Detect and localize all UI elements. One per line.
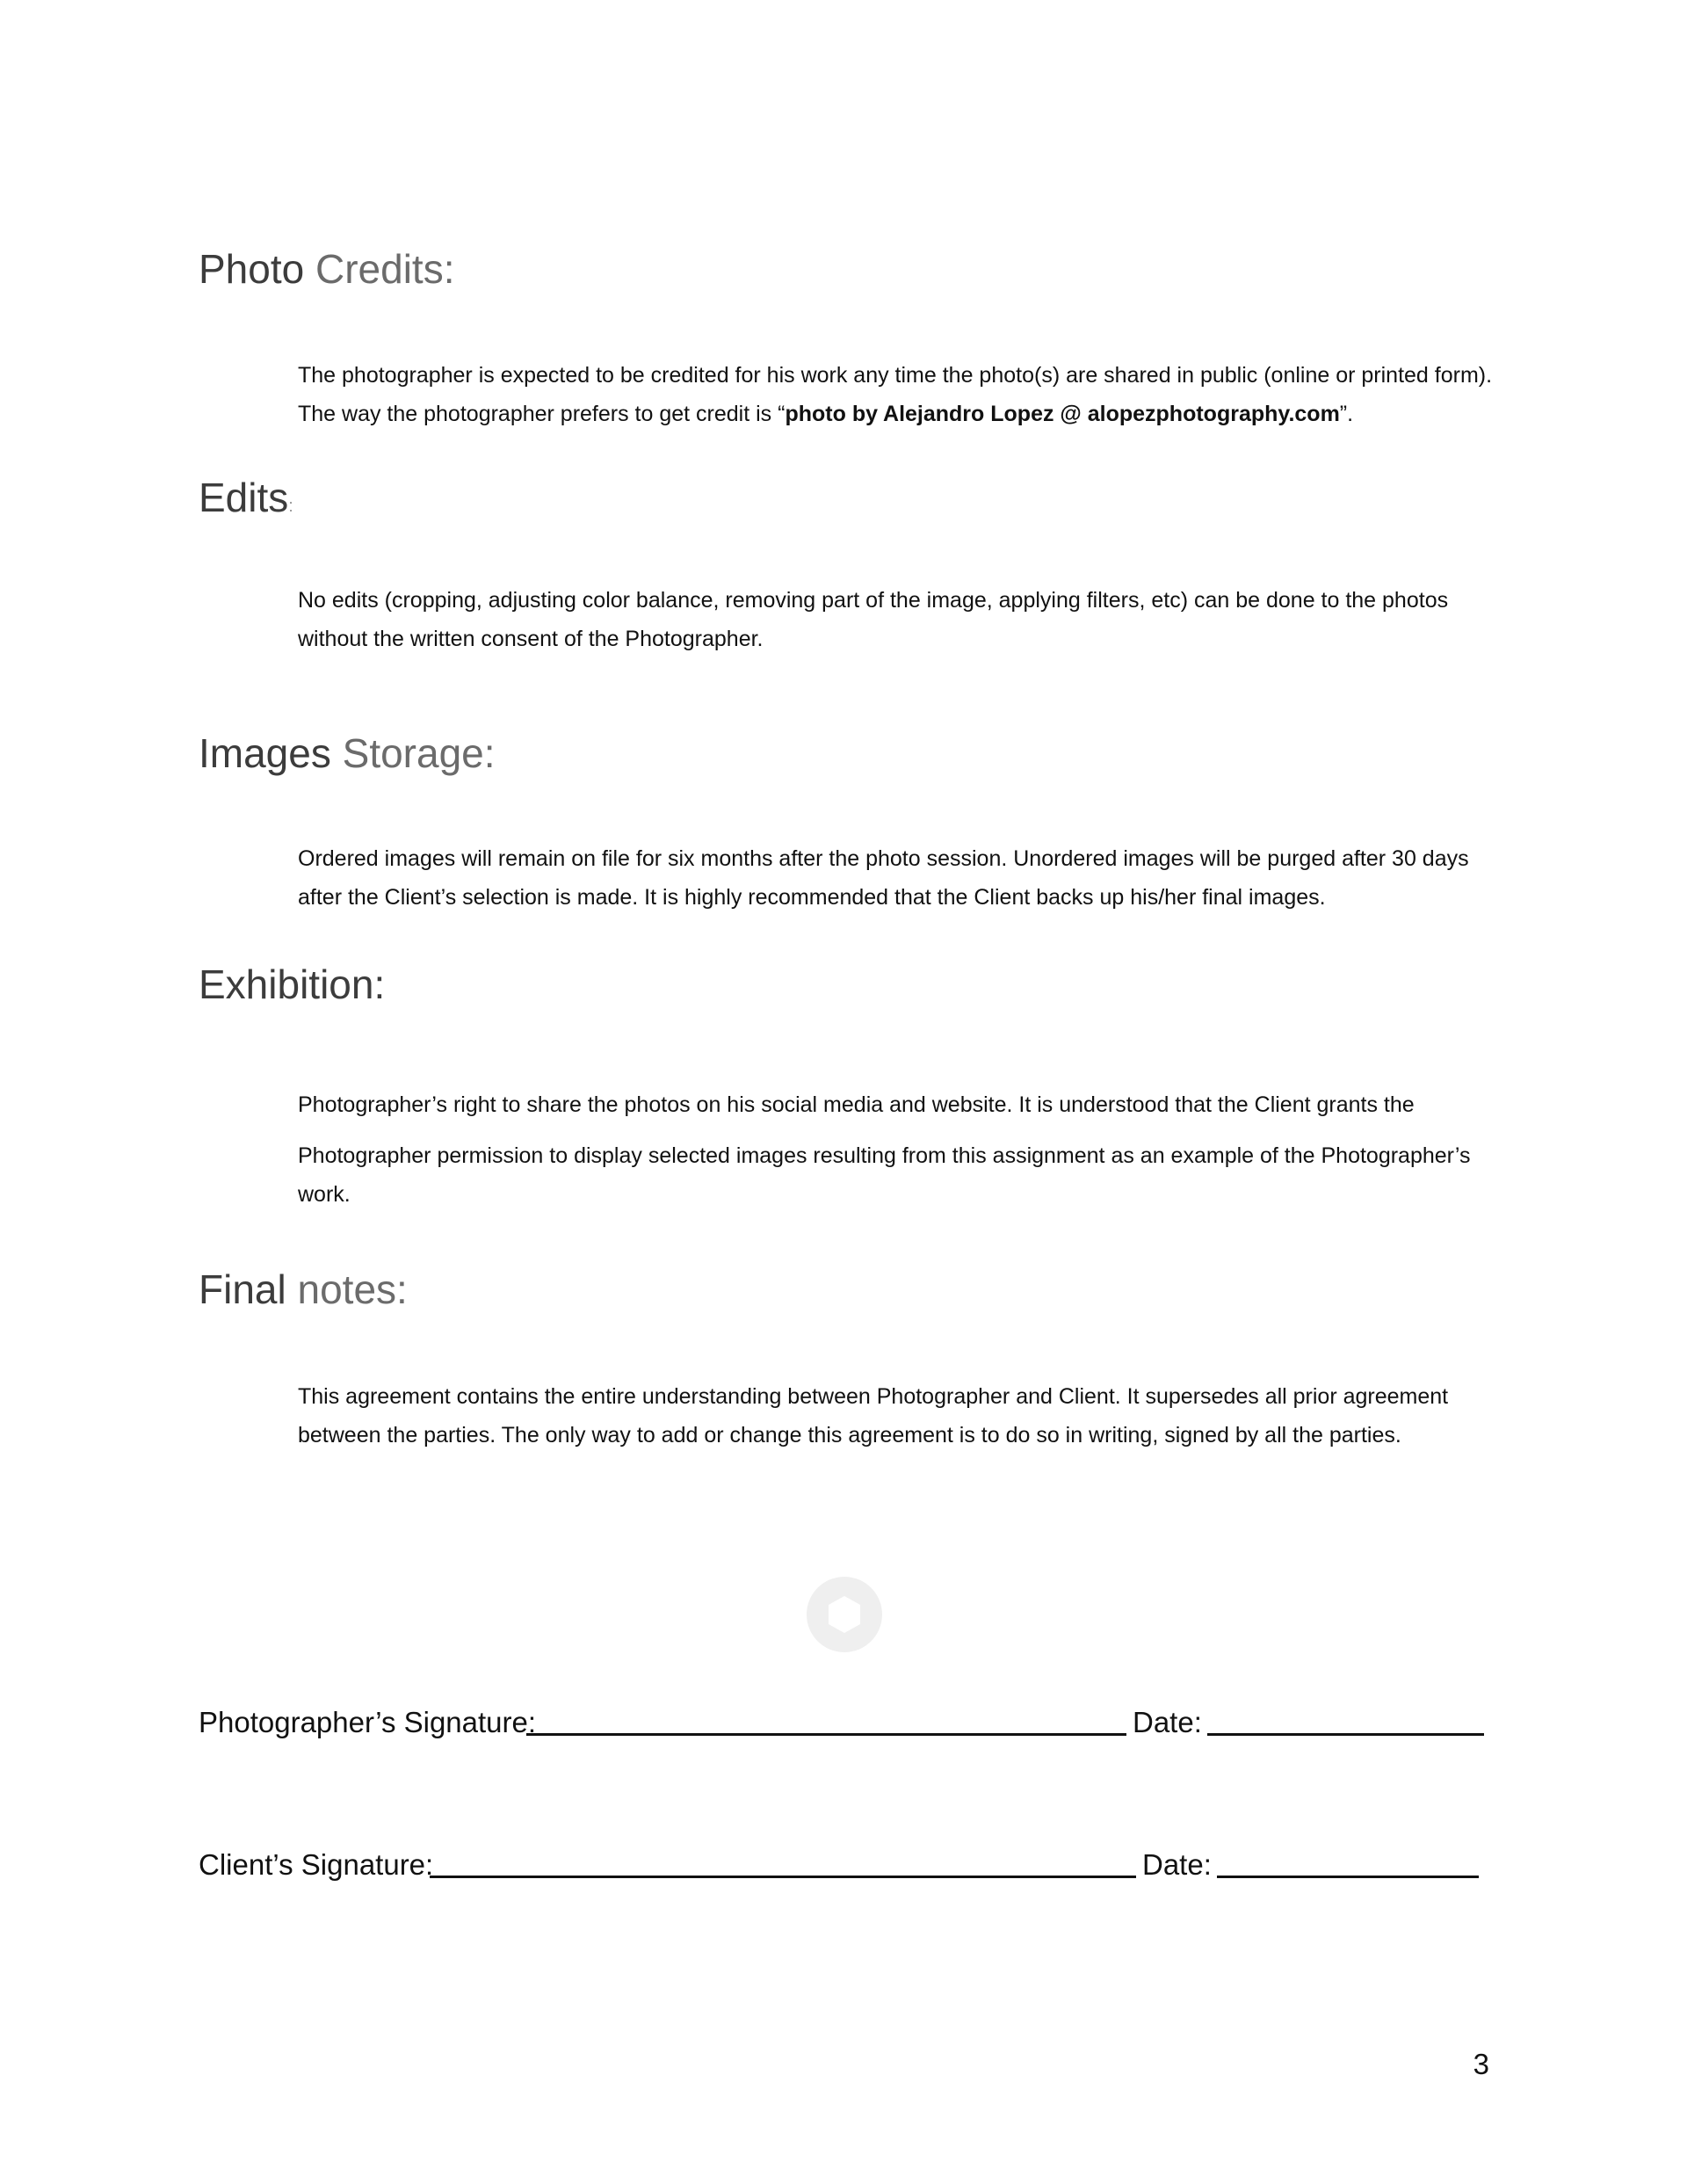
heading-word: notes: — [297, 1266, 408, 1312]
client-signature-row — [199, 1847, 433, 1883]
heading-word: Edits — [199, 475, 289, 520]
exhibition-paragraph-line1: Photographer’s right to share the photos on his social media and website. It is understood that the Client grants the — [298, 1092, 1415, 1117]
photographer-date-line[interactable] — [1207, 1733, 1484, 1736]
photographer-signature-line[interactable] — [526, 1733, 1126, 1736]
images-storage-paragraph: Ordered images will remain on file for six months after the photo session. Unordered images will be purged after 30 days after the Client’s selection is made. It is highly recommended that the Client backs up his/her final images. — [298, 846, 1469, 910]
paragraph-text: The photographer is expected to be credited for his work any time the photo(s) are shared in public (online or printed form). The way the photographer prefers to get credit is “ — [298, 363, 1493, 426]
section-heading-exhibition: Exhibition: — [199, 961, 386, 1007]
heading-word: Photo — [199, 246, 305, 292]
hexagon-watermark-icon — [807, 1577, 882, 1652]
exhibition-paragraph-rest: Photographer permission to display selected images resulting from this assignment as an example of the Photographer’s work. — [298, 1143, 1471, 1207]
photographer-signature-label: Photographer’s Signature: — [199, 1706, 537, 1738]
hexagon-icon — [807, 1577, 882, 1652]
page-number: 3 — [1473, 2048, 1489, 2080]
photographer-signature-row — [199, 1705, 536, 1740]
section-heading-images-storage — [199, 729, 496, 778]
edits-paragraph: No edits (cropping, adjusting color balance, removing part of the image, applying filters, etc) can be done to the photos without the written consent of the Photographer. — [298, 588, 1449, 651]
photographer-date-label: Date: — [1133, 1706, 1202, 1738]
photo-credits-paragraph — [298, 356, 1493, 433]
final-notes-paragraph: This agreement contains the entire understanding between Photographer and Client. It supersedes all prior agreement between the parties. The only way to add or change this agreement is to do so in writing, signed by all the parties. — [298, 1384, 1449, 1448]
section-heading-edits — [199, 473, 293, 531]
client-signature-line[interactable] — [430, 1876, 1136, 1878]
client-signature-label: Client’s Signature: — [199, 1848, 434, 1881]
client-date-label: Date: — [1142, 1848, 1212, 1881]
heading-word: Storage: — [342, 730, 496, 776]
paragraph-text: ”. — [1339, 402, 1354, 426]
heading-word: Final — [199, 1266, 286, 1312]
client-date-line[interactable] — [1217, 1876, 1479, 1878]
section-heading-final-notes — [199, 1265, 408, 1314]
heading-word: Images — [199, 730, 331, 776]
heading-colon: : — [288, 497, 293, 516]
heading-word: Credits: — [315, 246, 455, 292]
credit-line-bold: photo by Alejandro Lopez @ alopezphotography.com — [785, 402, 1340, 426]
section-heading-photo-credits — [199, 244, 454, 294]
